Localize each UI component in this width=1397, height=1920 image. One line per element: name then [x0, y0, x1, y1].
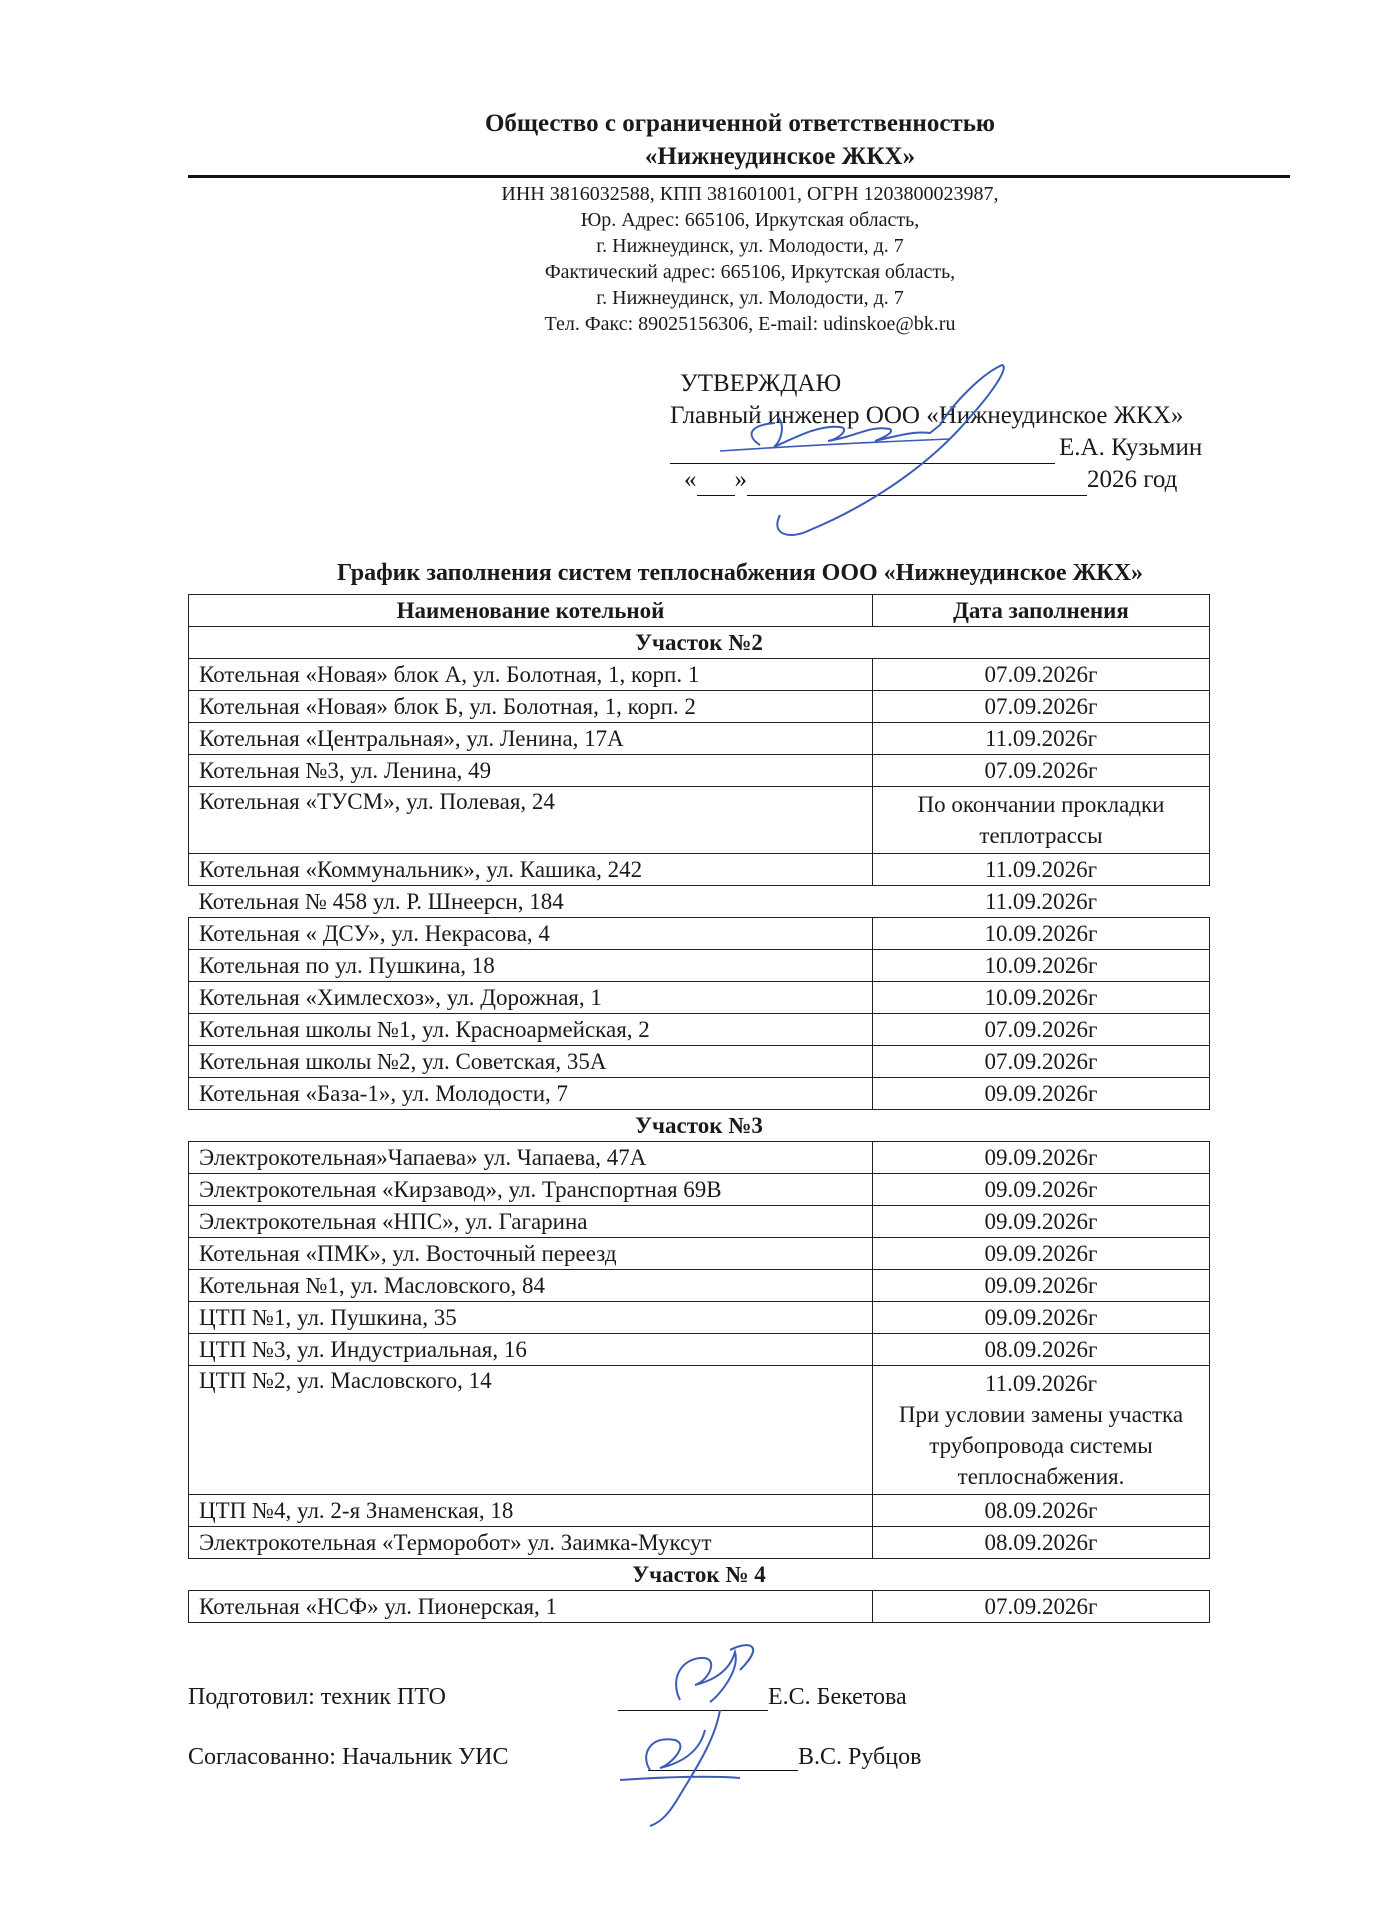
boiler-name: ЦТП №1, ул. Пушкина, 35	[189, 1302, 873, 1334]
boiler-name: Котельная № 458 ул. Р. Шнеерсн, 184	[198, 888, 564, 914]
table-row	[189, 950, 1210, 982]
boiler-name: Котельная «Химлесхоз», ул. Дорожная, 1	[189, 982, 873, 1014]
boiler-name: Котельная «Новая» блок А, ул. Болотная, 1, корп. 1	[189, 659, 873, 691]
boiler-name: Котельная «ТУСМ», ул. Полевая, 24	[189, 787, 873, 854]
table-row	[189, 1206, 1210, 1238]
boiler-name: Электрокотельная «Терморобот» ул. Заимка-Муксут	[189, 1527, 873, 1559]
fill-date: 08.09.2026г	[873, 1527, 1210, 1559]
section-row	[189, 1559, 1210, 1591]
boiler-name: Котельная №1, ул. Масловского, 84	[189, 1270, 873, 1302]
table-row	[189, 755, 1210, 787]
fill-date: 10.09.2026г	[873, 918, 1210, 950]
approval-year: 2026 год	[1087, 466, 1178, 493]
fill-date: 11.09.2026г	[984, 888, 1098, 914]
fill-date-note: При условии замены участка трубопровода системы теплоснабжения.	[898, 1402, 1184, 1489]
fill-date: 08.09.2026г	[873, 1334, 1210, 1366]
boiler-name: Котельная №3, ул. Ленина, 49	[189, 755, 873, 787]
table-row	[189, 1270, 1210, 1302]
boiler-name: Электрокотельная «НПС», ул. Гагарина	[189, 1206, 873, 1238]
section-label: Участок №3	[189, 1110, 1210, 1142]
prepared-name: Е.С. Бекетова	[768, 1684, 907, 1710]
requisites-line: Юр. Адрес: 665106, Иркутская область,	[580, 209, 920, 231]
table-row	[189, 1014, 1210, 1046]
requisites-line: Фактический адрес: 665106, Иркутская область,	[544, 261, 956, 283]
section-row	[189, 627, 1210, 659]
approval-signature	[690, 355, 1050, 565]
section-row	[189, 1110, 1210, 1142]
approval-name: Е.А. Кузьмин	[1059, 434, 1203, 461]
agreed-by-line	[188, 1744, 921, 1771]
table-row	[189, 1142, 1210, 1174]
boiler-name: ЦТП №3, ул. Индустриальная, 16	[189, 1334, 873, 1366]
boiler-name: Котельная «Центральная», ул. Ленина, 17А	[189, 723, 873, 755]
table-row	[189, 1302, 1210, 1334]
table-row	[189, 1174, 1210, 1206]
agreed-name: В.С. Рубцов	[798, 1744, 922, 1770]
table-row	[189, 854, 1210, 886]
fill-date: 09.09.2026г	[873, 1174, 1210, 1206]
fill-date: 09.09.2026г	[873, 1238, 1210, 1270]
boiler-name: Котельная школы №2, ул. Советская, 35А	[189, 1046, 873, 1078]
section-label: Участок № 4	[189, 1559, 1210, 1591]
table-row	[189, 1495, 1210, 1527]
boiler-name: Котельная школы №1, ул. Красноармейская, 2	[189, 1014, 873, 1046]
fill-date: 07.09.2026г	[873, 1014, 1210, 1046]
approval-position: Главный инженер ООО «Нижнеудинское ЖКХ»	[670, 402, 1184, 429]
approval-word: УТВЕРЖДАЮ	[680, 370, 842, 397]
org-name-line2: «Нижнеудинское ЖКХ»	[644, 143, 916, 170]
table-row	[189, 1366, 1210, 1495]
prepared-by-line	[188, 1684, 907, 1711]
fill-date: 10.09.2026г	[873, 950, 1210, 982]
requisites-line: ИНН 3816032588, КПП 381601001, ОГРН 1203800023987,	[501, 183, 999, 205]
boiler-name: Котельная «НСФ» ул. Пионерская, 1	[189, 1591, 873, 1623]
table-row	[189, 659, 1210, 691]
requisites-line: Тел. Факс: 89025156306, E-mail: udinskoe@bk.ru	[544, 313, 956, 335]
table-row	[189, 1334, 1210, 1366]
fill-date: 10.09.2026г	[873, 982, 1210, 1014]
fill-date: 11.09.2026г	[873, 854, 1210, 886]
prepared-role: Подготовил: техник ПТО	[188, 1684, 446, 1710]
agreed-role: Согласованно: Начальник УИС	[188, 1744, 509, 1770]
boiler-name: ЦТП №2, ул. Масловского, 14	[189, 1366, 873, 1495]
requisites-block	[300, 181, 1200, 337]
boiler-name: Электрокотельная «Кирзавод», ул. Транспортная 69В	[189, 1174, 873, 1206]
agreed-signature	[590, 1700, 760, 1850]
boiler-name: Котельная «ПМК», ул. Восточный переезд	[189, 1238, 873, 1270]
fill-date: 09.09.2026г	[873, 1270, 1210, 1302]
requisites-line: г. Нижнеудинск, ул. Молодости, д. 7	[596, 287, 904, 309]
document-title: График заполнения систем теплоснабжения ООО «Нижнеудинское ЖКХ»	[336, 560, 1144, 586]
requisites-line: г. Нижнеудинск, ул. Молодости, д. 7	[596, 235, 904, 257]
section-label: Участок №2	[189, 627, 1210, 659]
table-row	[189, 1238, 1210, 1270]
fill-date: 09.09.2026г	[873, 1078, 1210, 1110]
date-open-quote: «	[684, 466, 697, 493]
table-row	[189, 1527, 1210, 1559]
table-row	[189, 1078, 1210, 1110]
table-row	[189, 1591, 1210, 1623]
fill-date: 07.09.2026г	[873, 659, 1210, 691]
fill-date: 08.09.2026г	[873, 1495, 1210, 1527]
fill-date: 09.09.2026г	[873, 1206, 1210, 1238]
table-row	[189, 918, 1210, 950]
boiler-name: ЦТП №4, ул. 2-я Знаменская, 18	[189, 1495, 873, 1527]
table-row	[189, 787, 1210, 854]
fill-date: 07.09.2026г	[873, 1591, 1210, 1623]
boiler-name: Котельная по ул. Пушкина, 18	[189, 950, 873, 982]
org-name-line1: Общество с ограниченной ответственностью	[484, 110, 996, 137]
fill-date: 09.09.2026г	[873, 1302, 1210, 1334]
table-row	[189, 1046, 1210, 1078]
fill-date: 07.09.2026г	[873, 691, 1210, 723]
table-row	[189, 723, 1210, 755]
fill-date: По окончании прокладки теплотрассы	[873, 787, 1210, 854]
fill-date-cell	[873, 1366, 1210, 1495]
column-header-date: Дата заполнения	[873, 595, 1210, 627]
fill-date: 11.09.2026г	[873, 723, 1210, 755]
fill-date: 09.09.2026г	[873, 1142, 1210, 1174]
boiler-name: Котельная « ДСУ», ул. Некрасова, 4	[189, 918, 873, 950]
table-row	[189, 691, 1210, 723]
header-rule	[188, 175, 1290, 178]
fill-date: 11.09.2026г	[984, 1371, 1098, 1396]
column-header-name: Наименование котельной	[189, 595, 873, 627]
table-row	[189, 982, 1210, 1014]
table-row	[189, 886, 1210, 918]
table-header-row	[189, 595, 1210, 627]
schedule-table	[188, 594, 1210, 1623]
date-close-quote: »	[734, 466, 747, 493]
boiler-name: Котельная «База-1», ул. Молодости, 7	[189, 1078, 873, 1110]
boiler-name: Электрокотельная»Чапаева» ул. Чапаева, 47А	[189, 1142, 873, 1174]
fill-date: 07.09.2026г	[873, 755, 1210, 787]
boiler-name: Котельная «Коммунальник», ул. Кашика, 242	[189, 854, 873, 886]
boiler-name: Котельная «Новая» блок Б, ул. Болотная, 1, корп. 2	[189, 691, 873, 723]
fill-date: 07.09.2026г	[873, 1046, 1210, 1078]
